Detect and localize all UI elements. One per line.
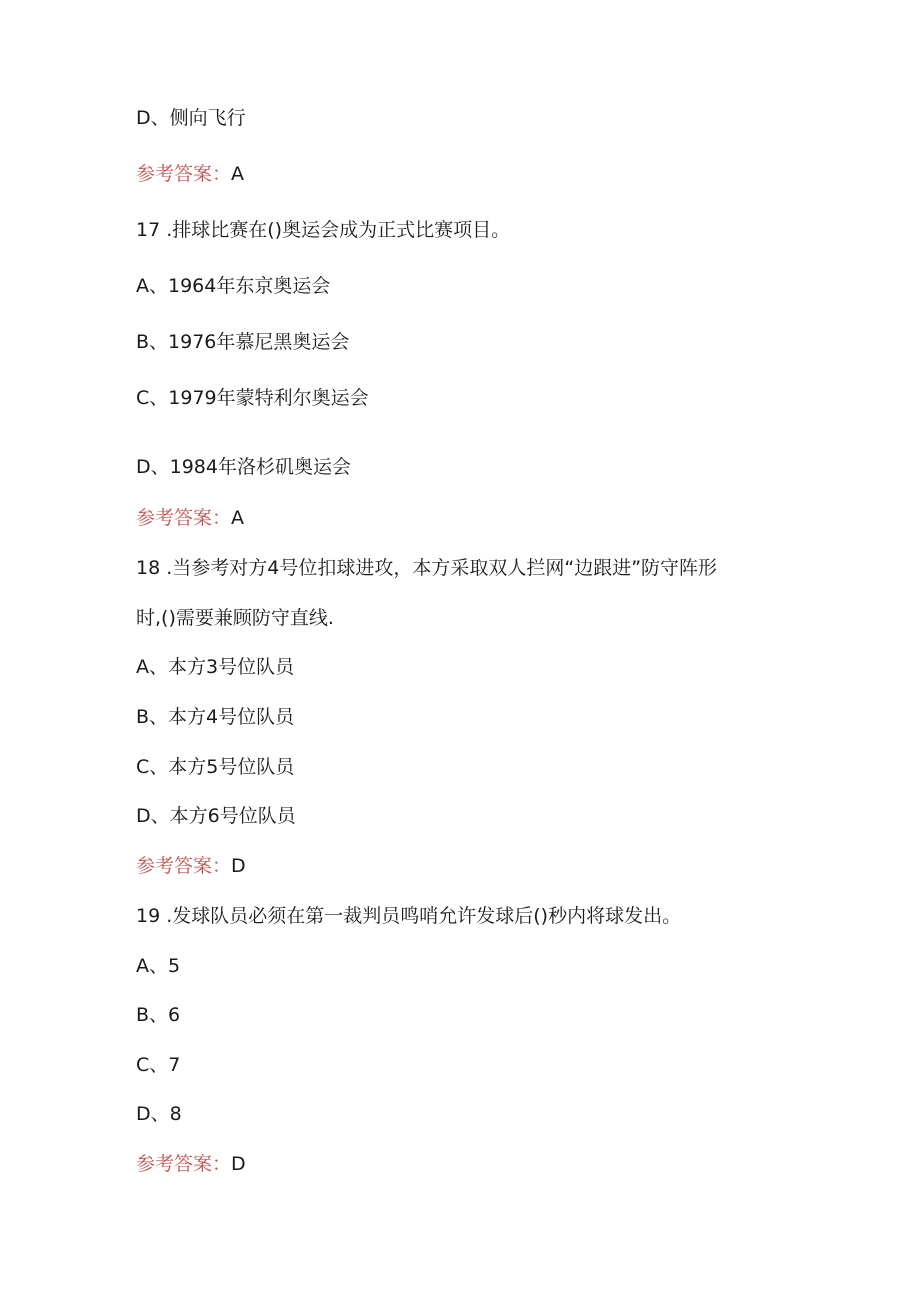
answer-label: 参考答案： bbox=[136, 507, 232, 529]
q19-answer bbox=[136, 1152, 246, 1176]
q18-answer bbox=[136, 854, 246, 878]
q19-option-d: D、8 bbox=[136, 1103, 182, 1125]
q17-option-c: C、1979年蒙特利尔奥运会 bbox=[136, 387, 369, 409]
answer-label: 参考答案： bbox=[136, 855, 232, 877]
answer-value: A bbox=[231, 163, 245, 185]
q17-option-a: A、1964年东京奥运会 bbox=[136, 275, 331, 297]
answer-label: 参考答案： bbox=[136, 163, 232, 185]
prev-answer bbox=[136, 162, 244, 186]
q19-option-c: C、7 bbox=[136, 1054, 181, 1076]
q17-option-b: B、1976年慕尼黑奥运会 bbox=[136, 331, 350, 353]
q18-question-line1: 18 .当参考对方4号位扣球进攻，本方采取双人拦网“边跟进”防守阵形 bbox=[136, 557, 718, 579]
answer-value: A bbox=[231, 507, 245, 529]
answer-label: 参考答案： bbox=[136, 1153, 232, 1175]
q19-option-b: B、6 bbox=[136, 1004, 181, 1026]
q18-option-b: B、本方4号位队员 bbox=[136, 706, 295, 728]
q17-question: 17 .排球比赛在()奥运会成为正式比赛项目。 bbox=[136, 219, 511, 241]
q18-question-line2: 时,()需要兼顾防守直线. bbox=[136, 607, 334, 629]
q18-option-a: A、本方3号位队员 bbox=[136, 656, 295, 678]
q18-option-d: D、本方6号位队员 bbox=[136, 805, 296, 827]
prev-option-d: D、侧向飞行 bbox=[136, 107, 246, 129]
q19-option-a: A、5 bbox=[136, 955, 181, 977]
answer-value: D bbox=[231, 1153, 246, 1175]
q17-option-d: D、1984年洛杉矶奥运会 bbox=[136, 456, 351, 478]
q17-answer bbox=[136, 506, 244, 530]
q18-option-c: C、本方5号位队员 bbox=[136, 756, 295, 778]
q19-question: 19 .发球队员必须在第一裁判员鸣哨允许发球后()秒内将球发出。 bbox=[136, 905, 682, 927]
answer-value: D bbox=[231, 855, 246, 877]
